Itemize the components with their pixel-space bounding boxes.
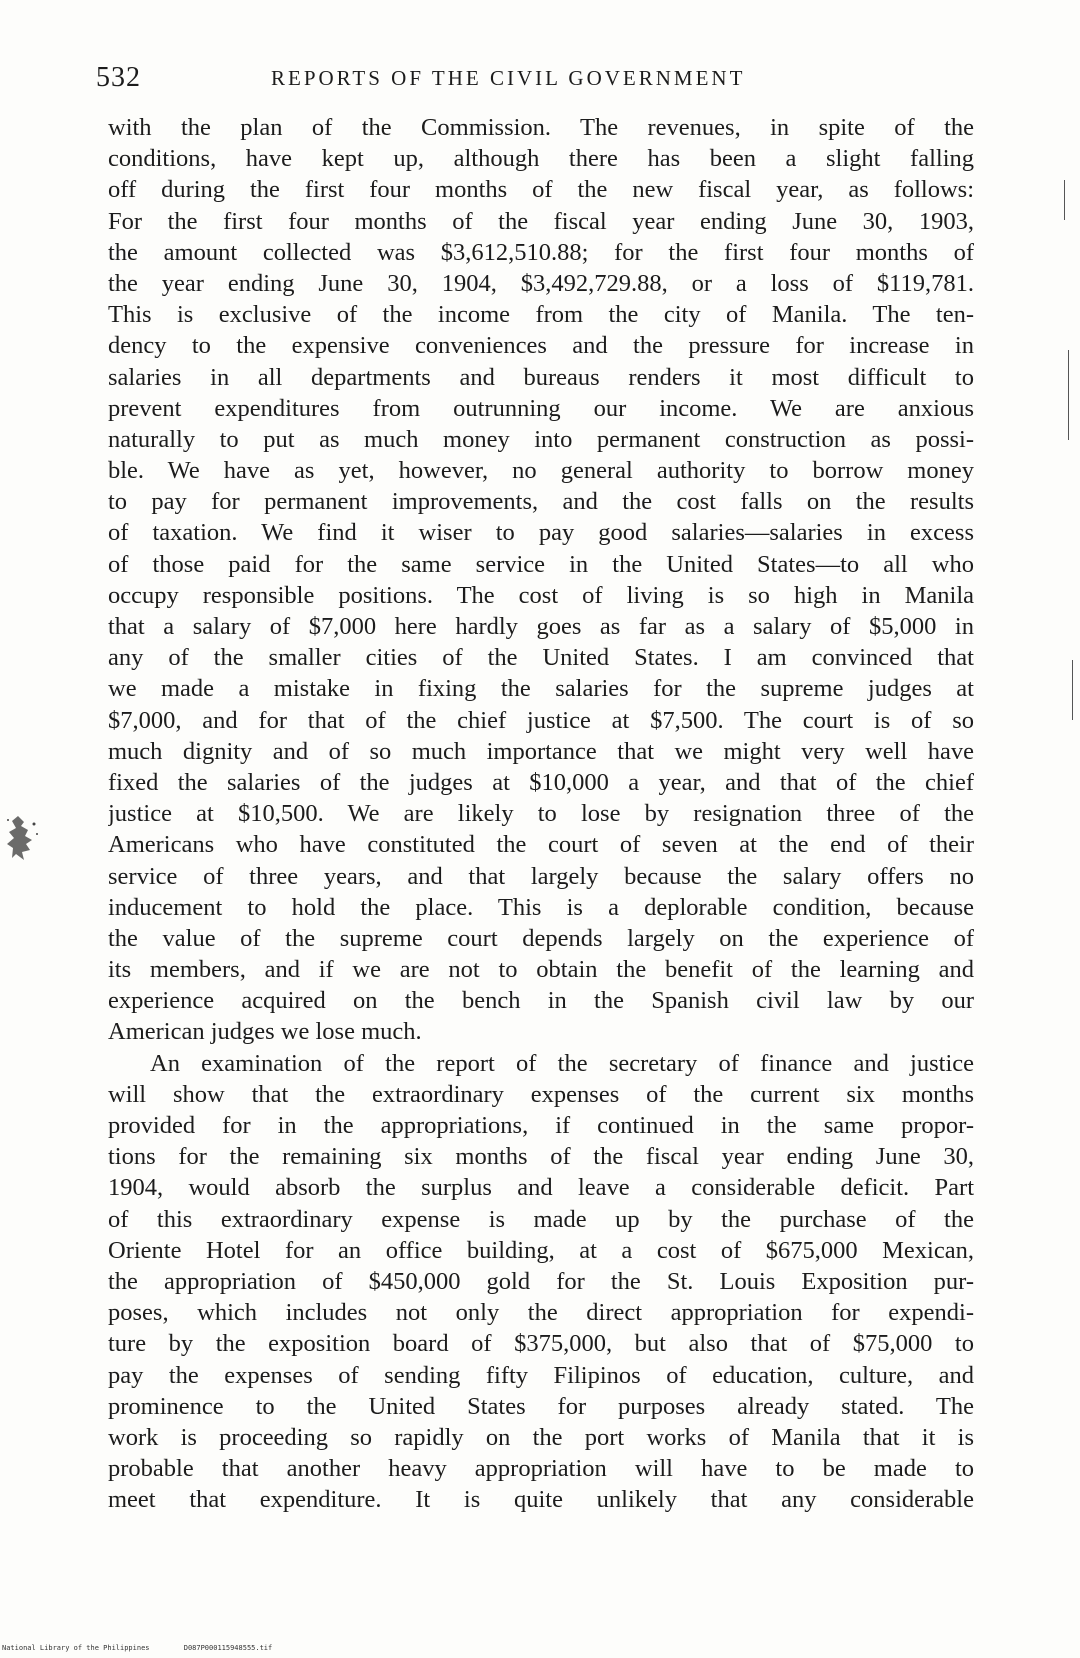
text-line: justice at $10,500. We are likely to lose by resignation three of the: [108, 800, 974, 828]
scan-footer: [2, 1644, 302, 1652]
text-line: pay the expenses of sending fifty Filipinos of education, culture, and: [108, 1361, 974, 1389]
running-title: REPORTS OF THE CIVIL GOVERNMENT: [271, 66, 746, 90]
text-line: naturally to put as much money into permanent construction as possi-: [108, 425, 974, 453]
text-line: ture by the exposition board of $375,000, but also that of $75,000 to: [108, 1330, 974, 1358]
text-line: Americans who have constituted the court of seven at the end of their: [108, 831, 974, 859]
text-line: inducement to hold the place. This is a deplorable condition, because: [108, 893, 974, 921]
text-line: prominence to the United States for purposes already stated. The: [108, 1392, 974, 1420]
body-text: [108, 112, 974, 1515]
text-line: dency to the expensive conveniences and the pressure for increase in: [108, 332, 974, 360]
text-line: work is proceeding so rapidly on the port works of Manila that it is: [108, 1423, 974, 1451]
ink-blot-mark: [4, 812, 42, 864]
file-name: D087P000115948555.tif: [183, 1644, 273, 1652]
library-credit: National Library of the Philippines: [2, 1644, 150, 1652]
text-line: salaries in all departments and bureaus renders it most difficult to: [108, 363, 974, 391]
text-line: probable that another heavy appropriation will have to be made to: [108, 1455, 974, 1483]
text-line: the appropriation of $450,000 gold for the St. Louis Exposition pur-: [108, 1267, 974, 1295]
text-line: off during the first four months of the new fiscal year, as follows:: [108, 176, 974, 204]
text-line: of this extraordinary expense is made up by the purchase of the: [108, 1205, 974, 1233]
text-line: will show that the extraordinary expenses of the current six months: [108, 1080, 974, 1108]
text-line: meet that expenditure. It is quite unlikely that any considerable: [108, 1486, 974, 1514]
margin-scan-line: [1068, 350, 1069, 440]
text-line: prevent expenditures from outrunning our income. We are anxious: [108, 394, 974, 422]
margin-scan-line: [1064, 180, 1065, 220]
text-line: with the plan of the Commission. The revenues, in spite of the: [108, 114, 974, 141]
text-line: American judges we lose much.: [108, 1018, 422, 1046]
text-line: the value of the supreme court depends largely on the experience of: [108, 924, 974, 952]
text-line: of taxation. We find it wiser to pay good salaries—salaries in excess: [108, 519, 974, 547]
text-line: For the first four months of the fiscal year ending June 30, 1903,: [108, 207, 974, 235]
text-line: ble. We have as yet, however, no general authority to borrow money: [108, 457, 974, 485]
text-line: the year ending June 30, 1904, $3,492,729.88, or a loss of $119,781.: [108, 269, 974, 297]
running-head: [96, 62, 966, 102]
text-line: much dignity and of so much importance that we might very well have: [108, 737, 974, 765]
text-line: any of the smaller cities of the United States. I am convinced that: [108, 644, 974, 672]
text-line: poses, which includes not only the direct appropriation for expendi-: [108, 1299, 974, 1327]
page-number: 532: [96, 62, 141, 93]
text-line: to pay for permanent improvements, and the cost falls on the results: [108, 488, 974, 516]
text-line: its members, and if we are not to obtain the benefit of the learning and: [108, 956, 974, 984]
text-line: the amount collected was $3,612,510.88; for the first four months of: [108, 238, 974, 266]
text-line: we made a mistake in fixing the salaries for the supreme judges at: [108, 675, 974, 703]
text-line: fixed the salaries of the judges at $10,000 a year, and that of the chief: [108, 768, 974, 796]
text-line: of those paid for the same service in the United States—to all who: [108, 550, 974, 578]
text-line: that a salary of $7,000 here hardly goes as far as a salary of $5,000 in: [108, 613, 974, 640]
text-line: This is exclusive of the income from the city of Manila. The ten-: [108, 301, 974, 329]
text-line: provided for in the appropriations, if continued in the same propor-: [108, 1112, 974, 1139]
text-line: occupy responsible positions. The cost of living is so high in Manila: [108, 581, 974, 609]
margin-scan-line: [1072, 660, 1073, 720]
text-line: 1904, would absorb the surplus and leave a considerable deficit. Part: [108, 1174, 974, 1202]
text-line: conditions, have kept up, although there has been a slight falling: [108, 145, 974, 173]
text-line: An examination of the report of the secretary of finance and justice: [150, 1049, 974, 1077]
text-line: Oriente Hotel for an office building, at a cost of $675,000 Mexican,: [108, 1236, 974, 1264]
text-line: experience acquired on the bench in the Spanish civil law by our: [108, 987, 974, 1015]
text-line: service of three years, and that largely because the salary offers no: [108, 862, 974, 890]
text-line: $7,000, and for that of the chief justice at $7,500. The court is of so: [108, 706, 974, 734]
text-line: tions for the remaining six months of the fiscal year ending June 30,: [108, 1143, 974, 1171]
